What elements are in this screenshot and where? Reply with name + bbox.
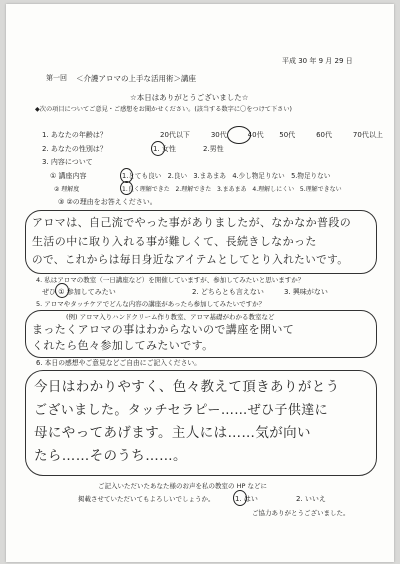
instructions: ◆次の項目についてご意見・ご感想をお聞かせください。(該当する数字に〇をつけて下さい)	[35, 106, 292, 113]
q1-option[interactable]: 50代	[279, 131, 296, 139]
consent-no-option[interactable]: 2. いいえ	[296, 495, 326, 503]
q3-row2-option[interactable]: 4.理解しにくい	[252, 186, 295, 193]
q3-row1-option[interactable]: 3.まあまあ	[193, 172, 227, 180]
q1-options	[160, 131, 383, 140]
q3-answer-line: ので、これからは毎日身近なアイテムとしてとり入れたいです。	[32, 254, 349, 266]
q3-row2-label: ② 理解度	[54, 186, 80, 193]
q3-row2-selection-circle	[120, 181, 133, 195]
q3-row2-options	[122, 185, 342, 194]
q1-option[interactable]: 30代	[210, 131, 227, 139]
q2-selection-circle	[151, 141, 165, 156]
q5-label: 5. アロマやタッチケアでどんな内容の講座があったら参加してみたいですか？	[36, 300, 266, 308]
q6-answer-line: たら……そのうち……。	[34, 448, 187, 464]
q3-answer-line: 生活の中に取り入れる事が難しくて、長続きしなかった	[32, 235, 317, 248]
q4-option[interactable]: 3. 興味がない	[284, 288, 328, 296]
q4-label: 4. 私はアロマの教室（一日講座など）を開催していますが、参加してみたいと思いますか？	[36, 276, 305, 284]
q2-option-selected[interactable]: 1. 女性	[153, 145, 176, 153]
q4-selection-circle	[55, 283, 69, 298]
q1-label: 1. あなたの年齢は？	[42, 131, 107, 139]
q4-option[interactable]: 2. どちらとも言えない	[192, 288, 264, 296]
q4-option-selected[interactable]: ぜひ ① 参加してみたい	[42, 288, 116, 296]
closing-thanks: ご協力ありがとうございました。	[252, 509, 350, 517]
q3-answer-line: アロマは、自己流でやった事がありましたが、なかなか普段の	[32, 216, 352, 229]
q3-row2-option[interactable]: 2.理解できた	[175, 186, 212, 193]
q6-answer-line: 今日はわかりやすく、色々教えて頂きありがとう	[34, 379, 340, 395]
q6-answer-line: 母にやってあげます。主人には……気が向い	[34, 425, 311, 441]
q1-option[interactable]: 70代以上	[352, 131, 383, 139]
q3-row1-option[interactable]: 4.少し物足りない	[232, 172, 285, 180]
session-number: 第一回	[46, 74, 67, 82]
consent-selection-circle	[233, 490, 247, 506]
q3-reason-label: ③ ②の理由をお答えください。	[58, 198, 157, 206]
course-title: ＜介護アロマの上手な活用術＞講座	[76, 74, 196, 83]
q1-option-selected[interactable]: 40代	[247, 131, 264, 139]
q6-answer-line: ございました。タッチセラピー……ぜひ子供達に	[34, 403, 329, 418]
q2-option[interactable]: 2.男性	[203, 145, 224, 153]
q1-option[interactable]: 60代	[316, 131, 333, 139]
survey-sheet	[6, 4, 394, 562]
q3-label: 3. 内容について	[42, 158, 93, 166]
consent-yes-option[interactable]: 1. はい	[235, 495, 258, 503]
q5-answer-line: くれたら色々参加してみたいです。	[32, 339, 214, 352]
consent-line1: ご記入いただいたあなた様のお声を私の教室の HP などに	[98, 482, 267, 490]
q3-row1-option[interactable]: 2.良い	[167, 172, 188, 180]
q3-row2-option[interactable]: 3.まあまあ	[216, 186, 247, 193]
q1-option[interactable]: 20代以下	[160, 131, 190, 139]
q6-label: 6. 本日の感想やご意見などご自由にご記入ください。	[36, 359, 201, 367]
consent-line2: 掲載させていただいてもよろしいでしょうか。	[78, 495, 215, 503]
q3-row1-options	[122, 172, 330, 181]
q1-selection-circle	[227, 126, 251, 144]
q3-row2-option[interactable]: 5.理解できない	[299, 186, 342, 193]
q3-row1-option-selected[interactable]: 1.とても良い	[122, 172, 162, 180]
q5-answer-line: まったくアロマの事はわからないので講座を開いて	[32, 323, 295, 336]
thanks-heading: ☆本日はありがとうございました☆	[130, 93, 249, 102]
q3-row1-label: ① 講座内容	[50, 172, 87, 180]
q3-row1-option[interactable]: 5.物足りない	[291, 172, 331, 180]
q2-label: 2. あなたの性別は？	[42, 145, 107, 153]
survey-date: 平成 30 年 9 月 29 日	[282, 57, 353, 65]
q5-example: (例) アロマ入りハンドクリーム作り教室、アロマ基礎がわかる教室など	[66, 313, 275, 321]
q3-row2-option-selected[interactable]: 1.良く理解できた	[122, 186, 170, 193]
